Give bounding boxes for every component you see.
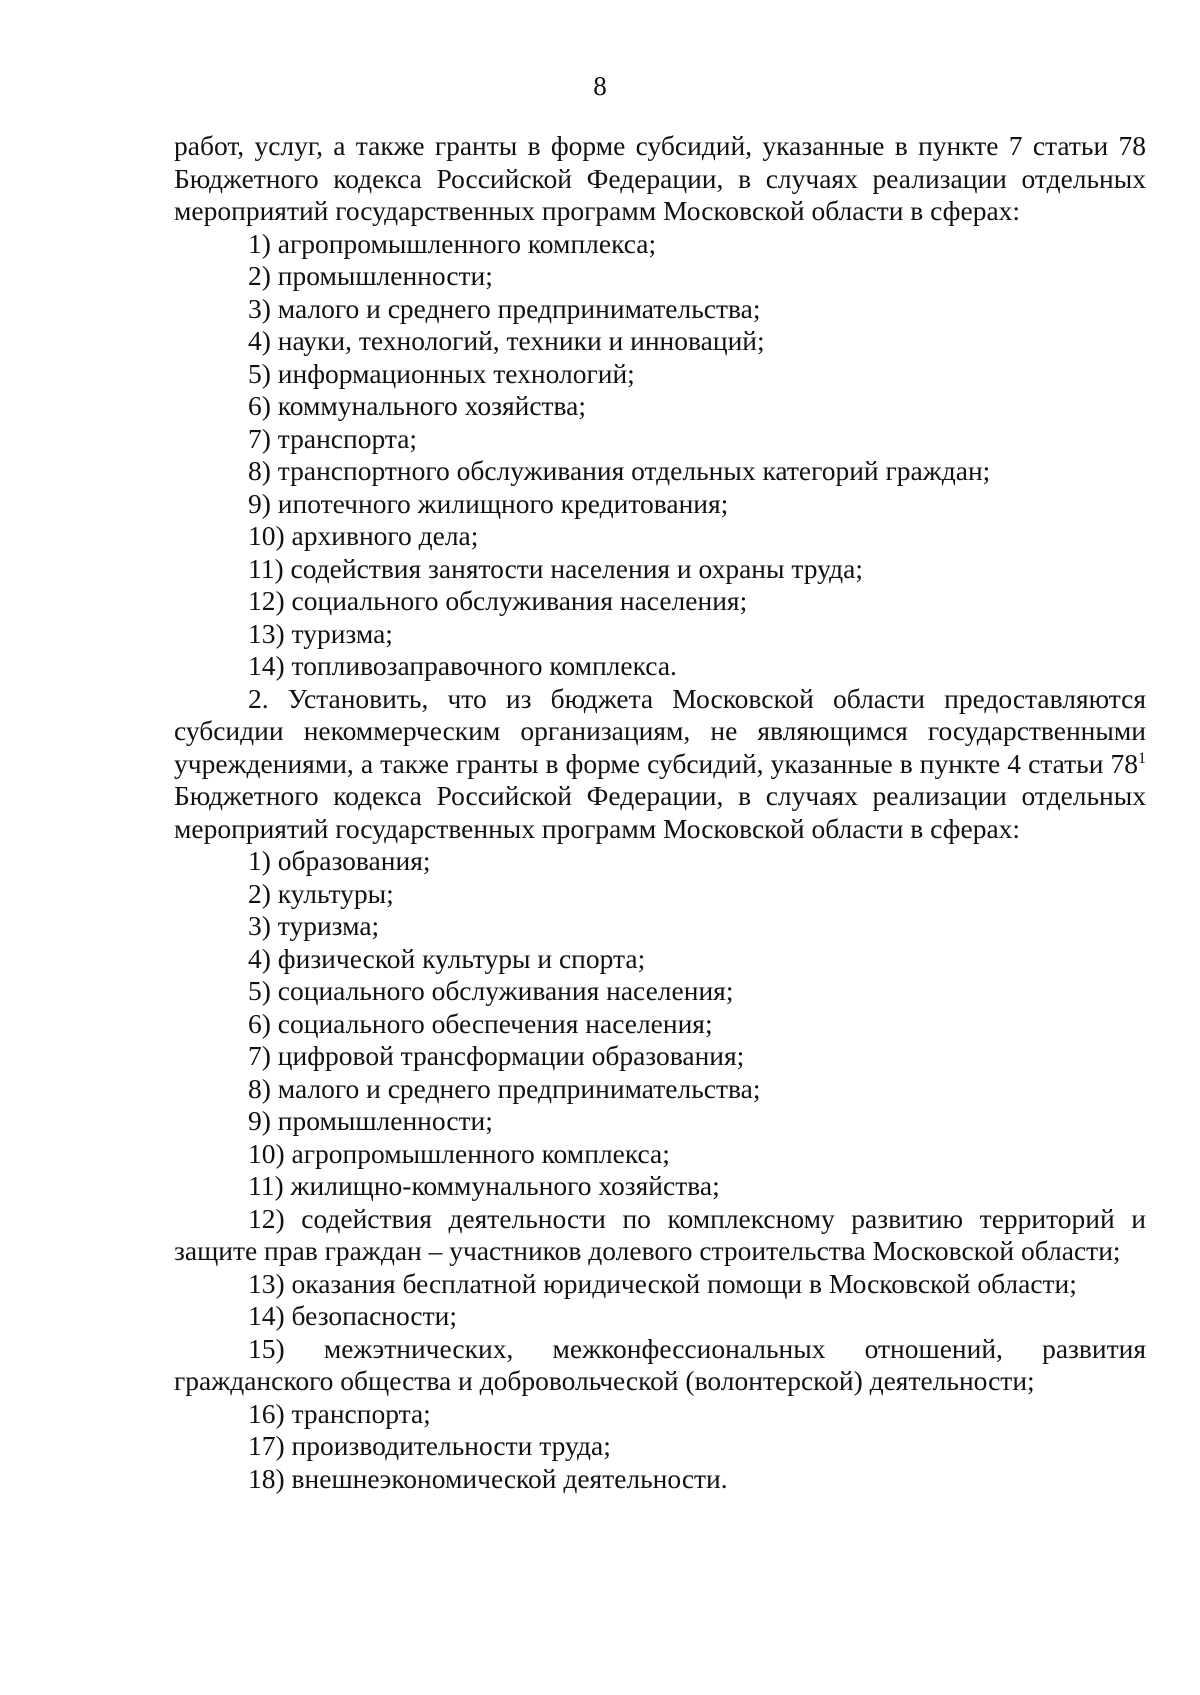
list-item: 5) социального обслуживания населения; (248, 975, 734, 1006)
list-item: 18) внешнеэкономической деятельности. (248, 1462, 728, 1494)
spheres-list-two (174, 845, 1146, 1495)
list-item: 11) жилищно-коммунального хозяйства; (248, 1170, 720, 1201)
list-item: 5) информационных технологий; (248, 357, 635, 389)
list-item: 1) образования; (248, 845, 431, 876)
section-two-text-continued: Бюджетного кодекса Российской Федерации, в случаях реализации отдельных мероприятий государственных программ Московской области в сферах: (174, 780, 1146, 844)
list-item: 3) туризма; (248, 910, 380, 941)
list-item: 9) промышленности; (248, 1105, 493, 1136)
list-item: 2) промышленности; (248, 260, 493, 291)
list-item: 8) транспортного обслуживания отдельных категорий граждан; (248, 455, 991, 486)
list-item: 9) ипотечного жилищного кредитования; (248, 487, 729, 519)
list-item: 2) культуры; (248, 877, 394, 909)
list-item: 6) коммунального хозяйства; (248, 390, 587, 421)
spheres-list-one (174, 228, 1146, 683)
intro-paragraph: работ, услуг, а также гранты в форме субсидий, указанные в пункте 7 статьи 78 Бюджетного кодекса Российской Федерации, в случаях реализации отдельных мероприятий государственных программ Московской области в сферах: (174, 130, 1146, 226)
list-item: 3) малого и среднего предпринимательства; (248, 292, 761, 324)
list-item: 8) малого и среднего предпринимательства; (248, 1072, 761, 1104)
list-item: 13) оказания бесплатной юридической помощи в Московской области; (248, 1267, 1077, 1299)
list-item: 10) архивного дела; (248, 520, 479, 551)
list-item: 6) социального обеспечения населения; (248, 1007, 713, 1039)
list-item: 17) производительности труда; (248, 1430, 611, 1461)
list-item: 4) науки, технологий, техники и инноваций; (248, 325, 765, 356)
list-item: 11) содействия занятости населения и охраны труда; (248, 552, 863, 584)
list-item: 12) социального обслуживания населения; (248, 585, 748, 616)
list-item: 16) транспорта; (248, 1397, 431, 1429)
section-two-paragraph (174, 683, 1146, 846)
list-item: 14) безопасности; (248, 1300, 458, 1331)
list-item: 15) межэтнических, межконфессиональных отношений, развития гражданского общества и добровольческой (волонтерской) деятельности; (174, 1332, 1146, 1396)
superscript-footnote: 1 (1138, 749, 1146, 767)
list-item: 13) туризма; (248, 617, 393, 649)
list-item: 4) физической культуры и спорта; (248, 942, 646, 974)
list-item: 10) агропромышленного комплекса; (248, 1137, 670, 1169)
list-item: 14) топливозаправочного комплекса. (248, 650, 677, 681)
list-item: 7) транспорта; (248, 422, 418, 454)
list-item: 12) содействия деятельности по комплексному развитию территорий и защите прав граждан – участников долевого строительства Московской области; (174, 1202, 1146, 1266)
page-number: 8 (593, 71, 607, 101)
section-two-text: 2. Установить, что из бюджета Московской области предоставляются субсидии некоммерческим организациям, не являющимся государственными учреждениями, а также гранты в форме субсидий, указанные в пункте 4 статьи 78 (174, 682, 1146, 779)
list-item: 7) цифровой трансформации образования; (248, 1040, 745, 1071)
list-item: 1) агропромышленного комплекса; (248, 227, 657, 259)
document-body (174, 130, 1146, 1495)
